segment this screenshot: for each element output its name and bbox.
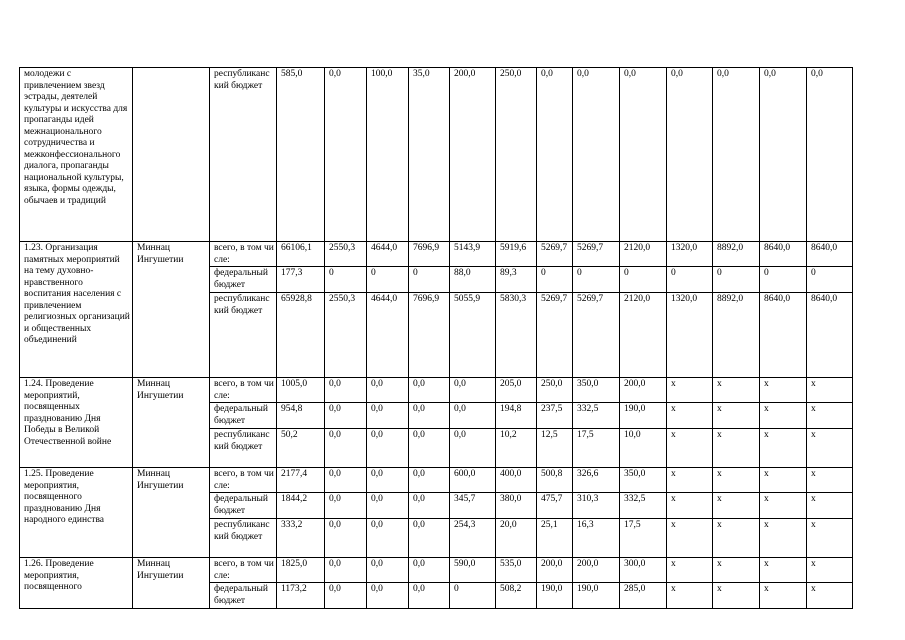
- value-cell: 954,8: [277, 403, 325, 429]
- value-cell: x: [667, 558, 713, 583]
- value-cell: 0,0: [409, 583, 450, 609]
- value-cell: 0,0: [713, 68, 760, 242]
- value-cell: 0,0: [367, 519, 409, 558]
- value-cell: x: [807, 583, 853, 609]
- budget-table-body: [20, 68, 853, 609]
- value-cell: x: [667, 378, 713, 403]
- executor-cell: Миннац Ингушетии: [133, 558, 210, 609]
- value-cell: 535,0: [496, 558, 537, 583]
- value-cell: 0,0: [807, 68, 853, 242]
- value-cell: 7696,9: [409, 242, 450, 267]
- value-cell: x: [713, 403, 760, 429]
- value-cell: 0,0: [450, 403, 496, 429]
- value-cell: x: [760, 403, 807, 429]
- value-cell: x: [760, 558, 807, 583]
- value-cell: 500,8: [537, 468, 573, 493]
- value-cell: 0,0: [325, 378, 367, 403]
- activity-name-cell: 1.24. Проведение мероприятий, посвященных празднованию Дня Победы в Великой Отечественной войне: [20, 378, 133, 468]
- value-cell: 332,5: [573, 403, 620, 429]
- value-cell: 310,3: [573, 493, 620, 519]
- value-cell: 1005,0: [277, 378, 325, 403]
- value-cell: x: [713, 493, 760, 519]
- value-cell: x: [713, 519, 760, 558]
- value-cell: 200,0: [620, 378, 667, 403]
- value-cell: 10,2: [496, 429, 537, 468]
- activity-name-cell: 1.23. Организация памятных мероприятий на тему духовно-нравственного воспитания населения с привлечением религиозных организаций и общественных объединений: [20, 242, 133, 378]
- value-cell: 0: [667, 267, 713, 293]
- value-cell: 0: [620, 267, 667, 293]
- value-cell: 508,2: [496, 583, 537, 609]
- value-cell: 200,0: [573, 558, 620, 583]
- value-cell: x: [713, 468, 760, 493]
- value-cell: 0: [450, 583, 496, 609]
- value-cell: x: [760, 583, 807, 609]
- value-cell: 4644,0: [367, 242, 409, 267]
- funding-source-cell: всего, в том числе:: [210, 242, 277, 267]
- value-cell: x: [667, 468, 713, 493]
- value-cell: 205,0: [496, 378, 537, 403]
- value-cell: x: [713, 583, 760, 609]
- executor-cell: Миннац Ингушетии: [133, 468, 210, 558]
- value-cell: 8892,0: [713, 293, 760, 378]
- value-cell: 2177,4: [277, 468, 325, 493]
- value-cell: 89,3: [496, 267, 537, 293]
- value-cell: 5143,9: [450, 242, 496, 267]
- value-cell: 332,5: [620, 493, 667, 519]
- value-cell: 475,7: [537, 493, 573, 519]
- value-cell: 1825,0: [277, 558, 325, 583]
- value-cell: 200,0: [450, 68, 496, 242]
- value-cell: 2120,0: [620, 242, 667, 267]
- value-cell: 20,0: [496, 519, 537, 558]
- value-cell: x: [713, 429, 760, 468]
- value-cell: 0,0: [367, 493, 409, 519]
- value-cell: 5269,7: [573, 242, 620, 267]
- budget-table: [19, 67, 853, 609]
- value-cell: 0,0: [325, 429, 367, 468]
- value-cell: 190,0: [573, 583, 620, 609]
- funding-source-cell: республиканский бюджет: [210, 293, 277, 378]
- value-cell: 0,0: [450, 378, 496, 403]
- value-cell: x: [667, 519, 713, 558]
- value-cell: 1320,0: [667, 293, 713, 378]
- value-cell: 0,0: [325, 403, 367, 429]
- value-cell: 0,0: [325, 68, 367, 242]
- value-cell: 190,0: [620, 403, 667, 429]
- value-cell: 177,3: [277, 267, 325, 293]
- value-cell: 250,0: [537, 378, 573, 403]
- value-cell: x: [807, 429, 853, 468]
- value-cell: 200,0: [537, 558, 573, 583]
- value-cell: 65928,8: [277, 293, 325, 378]
- value-cell: 8640,0: [760, 293, 807, 378]
- value-cell: 0,0: [409, 519, 450, 558]
- table-row: [20, 558, 853, 583]
- activity-name-cell: молодежи с привлечением звезд эстрады, деятелей культуры и искусства для пропаганды идей межнационального сотрудничества и межконфессионального диалога, пропаганды национальной культуры, языка, формы одежды, обычаев и традиций: [20, 68, 133, 242]
- value-cell: x: [807, 468, 853, 493]
- value-cell: 5269,7: [573, 293, 620, 378]
- value-cell: 5055,9: [450, 293, 496, 378]
- value-cell: 285,0: [620, 583, 667, 609]
- value-cell: x: [760, 519, 807, 558]
- value-cell: 194,8: [496, 403, 537, 429]
- value-cell: 4644,0: [367, 293, 409, 378]
- value-cell: 0,0: [367, 429, 409, 468]
- value-cell: 0,0: [409, 429, 450, 468]
- table-row: [20, 378, 853, 403]
- value-cell: 5919,6: [496, 242, 537, 267]
- value-cell: 0: [325, 267, 367, 293]
- value-cell: x: [667, 583, 713, 609]
- value-cell: 0,0: [409, 403, 450, 429]
- value-cell: 0,0: [620, 68, 667, 242]
- value-cell: 0,0: [409, 378, 450, 403]
- table-row: [20, 68, 853, 242]
- value-cell: 0,0: [760, 68, 807, 242]
- value-cell: 0,0: [325, 468, 367, 493]
- value-cell: 2120,0: [620, 293, 667, 378]
- value-cell: 600,0: [450, 468, 496, 493]
- value-cell: 17,5: [620, 519, 667, 558]
- value-cell: x: [807, 378, 853, 403]
- executor-cell: Миннац Ингушетии: [133, 378, 210, 468]
- value-cell: 0,0: [325, 583, 367, 609]
- funding-source-cell: всего, в том числе:: [210, 558, 277, 583]
- funding-source-cell: всего, в том числе:: [210, 468, 277, 493]
- funding-source-cell: всего, в том числе:: [210, 378, 277, 403]
- value-cell: x: [667, 429, 713, 468]
- activity-name-cell: 1.25. Проведение мероприятия, посвященного празднованию Дня народного единства: [20, 468, 133, 558]
- value-cell: 190,0: [537, 583, 573, 609]
- value-cell: 66106,1: [277, 242, 325, 267]
- funding-source-cell: федеральный бюджет: [210, 403, 277, 429]
- value-cell: 1844,2: [277, 493, 325, 519]
- value-cell: 0,0: [325, 558, 367, 583]
- value-cell: 0: [367, 267, 409, 293]
- value-cell: 17,5: [573, 429, 620, 468]
- value-cell: 8640,0: [807, 242, 853, 267]
- value-cell: x: [667, 493, 713, 519]
- value-cell: 12,5: [537, 429, 573, 468]
- value-cell: 237,5: [537, 403, 573, 429]
- executor-cell: [133, 68, 210, 242]
- value-cell: 590,0: [450, 558, 496, 583]
- value-cell: 5269,7: [537, 293, 573, 378]
- funding-source-cell: федеральный бюджет: [210, 583, 277, 609]
- value-cell: 0,0: [667, 68, 713, 242]
- value-cell: 0,0: [367, 468, 409, 493]
- value-cell: 0,0: [325, 493, 367, 519]
- value-cell: 2550,3: [325, 242, 367, 267]
- budget-table-page: [19, 67, 853, 609]
- value-cell: 0,0: [537, 68, 573, 242]
- value-cell: 380,0: [496, 493, 537, 519]
- value-cell: 1320,0: [667, 242, 713, 267]
- value-cell: 350,0: [573, 378, 620, 403]
- value-cell: 0,0: [409, 558, 450, 583]
- value-cell: 400,0: [496, 468, 537, 493]
- value-cell: 0: [760, 267, 807, 293]
- funding-source-cell: федеральный бюджет: [210, 267, 277, 293]
- value-cell: 300,0: [620, 558, 667, 583]
- funding-source-cell: республиканский бюджет: [210, 429, 277, 468]
- value-cell: 1173,2: [277, 583, 325, 609]
- funding-source-cell: республиканский бюджет: [210, 519, 277, 558]
- value-cell: 35,0: [409, 68, 450, 242]
- value-cell: 0: [713, 267, 760, 293]
- value-cell: 326,6: [573, 468, 620, 493]
- value-cell: 0,0: [367, 558, 409, 583]
- value-cell: 50,2: [277, 429, 325, 468]
- value-cell: x: [667, 403, 713, 429]
- table-row: [20, 242, 853, 267]
- value-cell: 0,0: [409, 493, 450, 519]
- value-cell: 0,0: [367, 403, 409, 429]
- value-cell: 8640,0: [760, 242, 807, 267]
- value-cell: x: [713, 558, 760, 583]
- value-cell: 585,0: [277, 68, 325, 242]
- value-cell: 7696,9: [409, 293, 450, 378]
- value-cell: x: [807, 519, 853, 558]
- value-cell: 0: [409, 267, 450, 293]
- value-cell: 0,0: [367, 583, 409, 609]
- value-cell: 0,0: [367, 378, 409, 403]
- value-cell: 0: [807, 267, 853, 293]
- executor-cell: Миннац Ингушетии: [133, 242, 210, 378]
- value-cell: 0: [537, 267, 573, 293]
- value-cell: 2550,3: [325, 293, 367, 378]
- value-cell: x: [713, 378, 760, 403]
- value-cell: x: [760, 429, 807, 468]
- value-cell: 5269,7: [537, 242, 573, 267]
- value-cell: 333,2: [277, 519, 325, 558]
- value-cell: x: [760, 378, 807, 403]
- value-cell: 5830,3: [496, 293, 537, 378]
- value-cell: x: [807, 403, 853, 429]
- value-cell: 100,0: [367, 68, 409, 242]
- value-cell: x: [760, 493, 807, 519]
- value-cell: 0: [573, 267, 620, 293]
- value-cell: x: [807, 558, 853, 583]
- value-cell: 8892,0: [713, 242, 760, 267]
- value-cell: 0,0: [573, 68, 620, 242]
- funding-source-cell: федеральный бюджет: [210, 493, 277, 519]
- value-cell: 25,1: [537, 519, 573, 558]
- value-cell: 350,0: [620, 468, 667, 493]
- value-cell: 8640,0: [807, 293, 853, 378]
- value-cell: x: [807, 493, 853, 519]
- value-cell: 10,0: [620, 429, 667, 468]
- value-cell: 345,7: [450, 493, 496, 519]
- value-cell: 88,0: [450, 267, 496, 293]
- table-row: [20, 468, 853, 493]
- value-cell: 0,0: [325, 519, 367, 558]
- value-cell: 16,3: [573, 519, 620, 558]
- value-cell: 254,3: [450, 519, 496, 558]
- value-cell: 0,0: [450, 429, 496, 468]
- funding-source-cell: республиканский бюджет: [210, 68, 277, 242]
- value-cell: x: [760, 468, 807, 493]
- value-cell: 250,0: [496, 68, 537, 242]
- value-cell: 0,0: [409, 468, 450, 493]
- activity-name-cell: 1.26. Проведение мероприятия, посвященного: [20, 558, 133, 609]
